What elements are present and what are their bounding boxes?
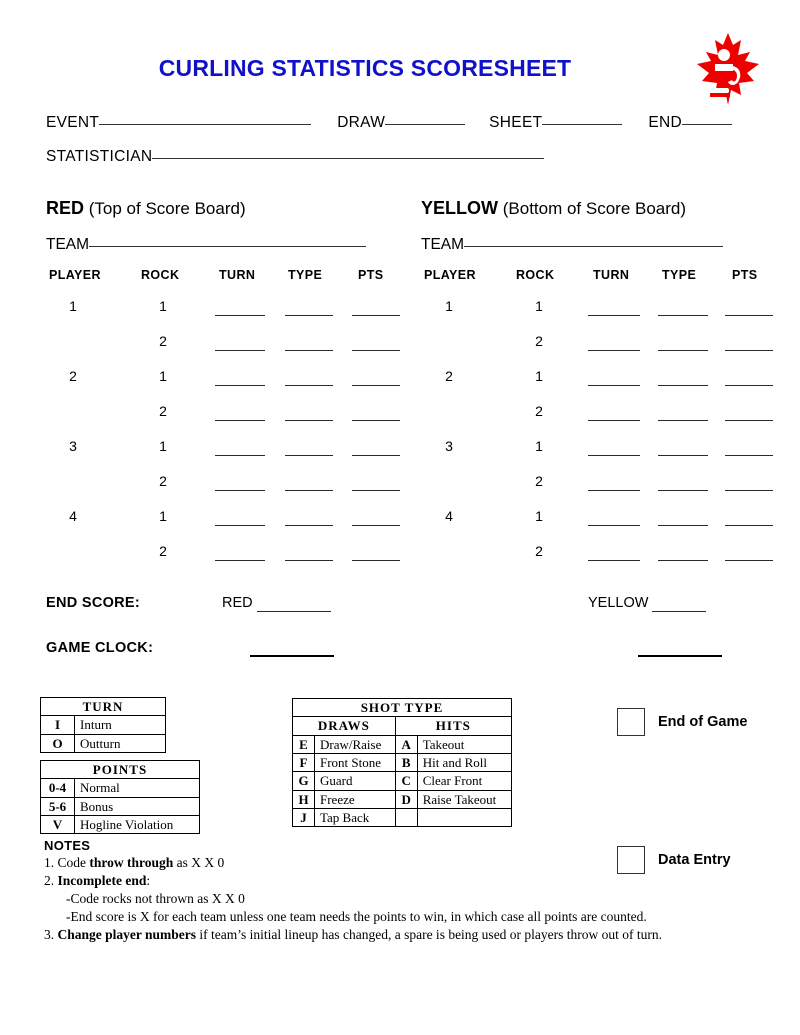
table-row: [41, 779, 200, 797]
note-2-suffix: :: [146, 872, 151, 888]
red-player-number: 2: [69, 368, 77, 384]
red-type-input[interactable]: [285, 315, 333, 316]
yellow-type-input[interactable]: [658, 315, 708, 316]
turn-table-title: TURN: [41, 698, 166, 716]
table-row: [41, 734, 166, 752]
red-pts-input[interactable]: [352, 315, 400, 316]
event-label: EVENT: [46, 114, 100, 131]
red-col-rock: ROCK: [141, 268, 180, 282]
yellow-team-position-note: (Bottom of Score Board): [502, 199, 687, 218]
shot-hit-code: D: [395, 790, 417, 808]
note-item-3: [44, 926, 684, 944]
note-item-1: [44, 854, 684, 872]
yellow-rock-number: 2: [535, 333, 543, 349]
shot-hit-code: B: [395, 753, 417, 771]
note-item-2: [44, 872, 684, 890]
page-title: CURLING STATISTICS SCORESHEET: [158, 55, 572, 81]
yellow-team-name: YELLOW: [421, 198, 498, 218]
red-pts-input[interactable]: [352, 350, 400, 351]
yellow-rock-number: 2: [535, 543, 543, 559]
red-type-input[interactable]: [285, 350, 333, 351]
red-team-position-note: (Top of Score Board): [88, 199, 246, 218]
shot-table-body: [293, 735, 512, 827]
end-of-game-checkbox[interactable]: [617, 708, 645, 736]
yellow-rock-number: 1: [535, 438, 543, 454]
red-turn-input[interactable]: [215, 560, 265, 561]
yellow-turn-input[interactable]: [588, 560, 640, 561]
table-row: [293, 753, 512, 771]
yellow-type-input[interactable]: [658, 350, 708, 351]
table-row: [293, 790, 512, 808]
red-rock-number: 1: [159, 438, 167, 454]
yellow-turn-input[interactable]: [588, 350, 640, 351]
legend-meaning: Inturn: [75, 716, 166, 734]
turn-legend-table: [40, 697, 166, 753]
yellow-pts-input[interactable]: [725, 420, 773, 421]
yellow-type-input[interactable]: [658, 490, 708, 491]
shot-draw-name: Freeze: [315, 790, 396, 808]
shot-draw-code: E: [293, 735, 315, 753]
red-rock-number: 1: [159, 298, 167, 314]
yellow-rock-number: 2: [535, 473, 543, 489]
shot-hit-name: Takeout: [417, 735, 511, 753]
shot-table-title: SHOT TYPE: [293, 699, 512, 717]
red-player-number: 1: [69, 298, 77, 314]
yellow-turn-input[interactable]: [588, 490, 640, 491]
yellow-type-input[interactable]: [658, 525, 708, 526]
table-row: [293, 772, 512, 790]
shot-hit-name: Clear Front: [417, 772, 511, 790]
shot-draw-code: G: [293, 772, 315, 790]
shot-draw-name: Guard: [315, 772, 396, 790]
red-pts-input[interactable]: [352, 560, 400, 561]
yellow-pts-input[interactable]: [725, 385, 773, 386]
yellow-type-input[interactable]: [658, 560, 708, 561]
table-row: [41, 716, 166, 734]
end-score-red-label: RED: [222, 595, 253, 611]
red-col-player: PLAYER: [49, 268, 101, 282]
note-1-emphasis: throw through: [89, 855, 174, 870]
red-rock-number: 2: [159, 543, 167, 559]
note-1-suffix: as X X 0: [173, 855, 225, 870]
shot-draw-name: Draw/Raise: [315, 735, 396, 753]
game-clock-label: GAME CLOCK:: [46, 640, 154, 656]
note-2-sub-2: -End score is X for each team unless one team needs the points to win, in which case all points are counted.: [66, 908, 647, 924]
red-player-number: 3: [69, 438, 77, 454]
yellow-col-player: PLAYER: [424, 268, 476, 282]
table-row: [41, 797, 200, 815]
notes-section: [44, 838, 684, 944]
yellow-pts-input[interactable]: [725, 560, 773, 561]
legend-code: 0-4: [41, 779, 75, 797]
note-2-prefix: 2.: [44, 872, 58, 888]
red-rock-number: 2: [159, 333, 167, 349]
legend-code: O: [41, 734, 75, 752]
legend-meaning: Outturn: [75, 734, 166, 752]
yellow-pts-input[interactable]: [725, 315, 773, 316]
red-rock-number: 1: [159, 368, 167, 384]
legend-meaning: Hogline Violation: [75, 815, 200, 833]
yellow-type-input[interactable]: [658, 385, 708, 386]
legend-meaning: Normal: [75, 779, 200, 797]
shot-hit-code: C: [395, 772, 417, 790]
shot-table-hits-header: HITS: [395, 717, 511, 735]
red-pts-input[interactable]: [352, 490, 400, 491]
sheet-input[interactable]: [542, 124, 622, 125]
points-table-title: POINTS: [41, 761, 200, 779]
red-turn-input[interactable]: [215, 315, 265, 316]
red-pts-input[interactable]: [352, 525, 400, 526]
draw-label: DRAW: [337, 114, 386, 131]
table-row: [293, 808, 512, 826]
points-legend-table: [40, 760, 200, 834]
red-turn-input[interactable]: [215, 490, 265, 491]
end-score-yellow-input[interactable]: [652, 611, 706, 612]
red-team-input[interactable]: [89, 246, 366, 247]
red-turn-input[interactable]: [215, 385, 265, 386]
end-score-red-input[interactable]: [257, 611, 331, 612]
legend-code: I: [41, 716, 75, 734]
red-pts-input[interactable]: [352, 455, 400, 456]
red-rock-number: 2: [159, 473, 167, 489]
red-turn-input[interactable]: [215, 455, 265, 456]
points-table-body: [41, 779, 200, 834]
shot-hit-name: Raise Takeout: [417, 790, 511, 808]
red-col-pts: PTS: [358, 268, 384, 282]
yellow-pts-input[interactable]: [725, 455, 773, 456]
yellow-col-type: TYPE: [662, 268, 697, 282]
red-player-number: 4: [69, 508, 77, 524]
game-clock-yellow-input[interactable]: [638, 655, 722, 657]
shot-draw-name: Tap Back: [315, 808, 396, 826]
turn-table-body: [41, 716, 166, 753]
note-3-emphasis: Change player numbers: [57, 926, 197, 942]
red-turn-input[interactable]: [215, 420, 265, 421]
data-entry-label: Data Entry: [658, 852, 731, 868]
shot-hit-name: [417, 808, 511, 826]
shot-draw-code: F: [293, 753, 315, 771]
red-type-input[interactable]: [285, 385, 333, 386]
curling-maple-leaf-logo: [697, 33, 759, 105]
legend-meaning: Bonus: [75, 797, 200, 815]
shot-hit-name: Hit and Roll: [417, 753, 511, 771]
shot-hit-code: [395, 808, 417, 826]
red-team-name: RED: [46, 198, 85, 218]
red-rock-number: 2: [159, 403, 167, 419]
yellow-pts-input[interactable]: [725, 490, 773, 491]
note-2-emphasis: Incomplete end: [57, 872, 147, 888]
yellow-turn-input[interactable]: [588, 420, 640, 421]
note-3-prefix: 3.: [44, 926, 58, 942]
yellow-rock-number: 1: [535, 368, 543, 384]
red-turn-input[interactable]: [215, 525, 265, 526]
draw-input[interactable]: [385, 124, 465, 125]
legend-code: V: [41, 815, 75, 833]
yellow-rock-number: 1: [535, 508, 543, 524]
yellow-type-input[interactable]: [658, 420, 708, 421]
red-col-type: TYPE: [288, 268, 323, 282]
shot-table-draws-header: DRAWS: [293, 717, 396, 735]
yellow-type-input[interactable]: [658, 455, 708, 456]
shot-type-legend-table: [292, 698, 512, 827]
red-turn-input[interactable]: [215, 350, 265, 351]
yellow-pts-input[interactable]: [725, 350, 773, 351]
red-pts-input[interactable]: [352, 385, 400, 386]
red-team-field: [46, 236, 366, 254]
yellow-team-heading: [421, 198, 686, 219]
end-score-yellow-label: YELLOW: [588, 595, 649, 611]
red-team-heading: [46, 198, 246, 219]
yellow-turn-input[interactable]: [588, 455, 640, 456]
end-of-game-label: End of Game: [658, 714, 748, 730]
end-input[interactable]: [682, 124, 732, 125]
yellow-rock-number: 1: [535, 298, 543, 314]
shot-draw-code: H: [293, 790, 315, 808]
yellow-col-rock: ROCK: [516, 268, 555, 282]
note-1-prefix: 1. Code: [44, 855, 90, 870]
note-3-suffix: if team’s initial lineup has changed, a spare is being used or players throw out of turn.: [196, 926, 663, 942]
shot-draw-name: Front Stone: [315, 753, 396, 771]
yellow-player-number: 1: [445, 298, 453, 314]
statistician-row: [46, 148, 544, 166]
yellow-player-number: 3: [445, 438, 453, 454]
shot-hit-code: A: [395, 735, 417, 753]
red-type-input[interactable]: [285, 525, 333, 526]
yellow-player-number: 2: [445, 368, 453, 384]
red-col-turn: TURN: [219, 268, 256, 282]
red-type-input[interactable]: [285, 490, 333, 491]
end-label: END: [648, 114, 682, 131]
yellow-player-number: 4: [445, 508, 453, 524]
statistician-input[interactable]: [152, 158, 544, 159]
yellow-col-turn: TURN: [593, 268, 630, 282]
table-row: [41, 815, 200, 833]
legend-code: 5-6: [41, 797, 75, 815]
yellow-team-label: TEAM: [421, 236, 465, 253]
yellow-turn-input[interactable]: [588, 315, 640, 316]
table-row: [293, 735, 512, 753]
red-rock-number: 1: [159, 508, 167, 524]
sheet-label: SHEET: [489, 114, 543, 131]
event-input[interactable]: [99, 124, 311, 125]
statistician-label: STATISTICIAN: [46, 148, 153, 165]
yellow-rock-number: 2: [535, 403, 543, 419]
game-clock-red-input[interactable]: [250, 655, 334, 657]
shot-draw-code: J: [293, 808, 315, 826]
notes-title: NOTES: [44, 838, 91, 853]
yellow-turn-input[interactable]: [588, 525, 640, 526]
red-type-input[interactable]: [285, 420, 333, 421]
red-type-input[interactable]: [285, 560, 333, 561]
yellow-pts-input[interactable]: [725, 525, 773, 526]
red-team-label: TEAM: [46, 236, 90, 253]
red-pts-input[interactable]: [352, 420, 400, 421]
red-type-input[interactable]: [285, 455, 333, 456]
yellow-team-field: [421, 236, 723, 254]
yellow-team-input[interactable]: [464, 246, 723, 247]
yellow-turn-input[interactable]: [588, 385, 640, 386]
end-score-label: END SCORE:: [46, 595, 141, 611]
yellow-col-pts: PTS: [732, 268, 758, 282]
header-fields-row: [46, 114, 732, 132]
note-2-sub-1: -Code rocks not thrown as X X 0: [66, 890, 245, 906]
